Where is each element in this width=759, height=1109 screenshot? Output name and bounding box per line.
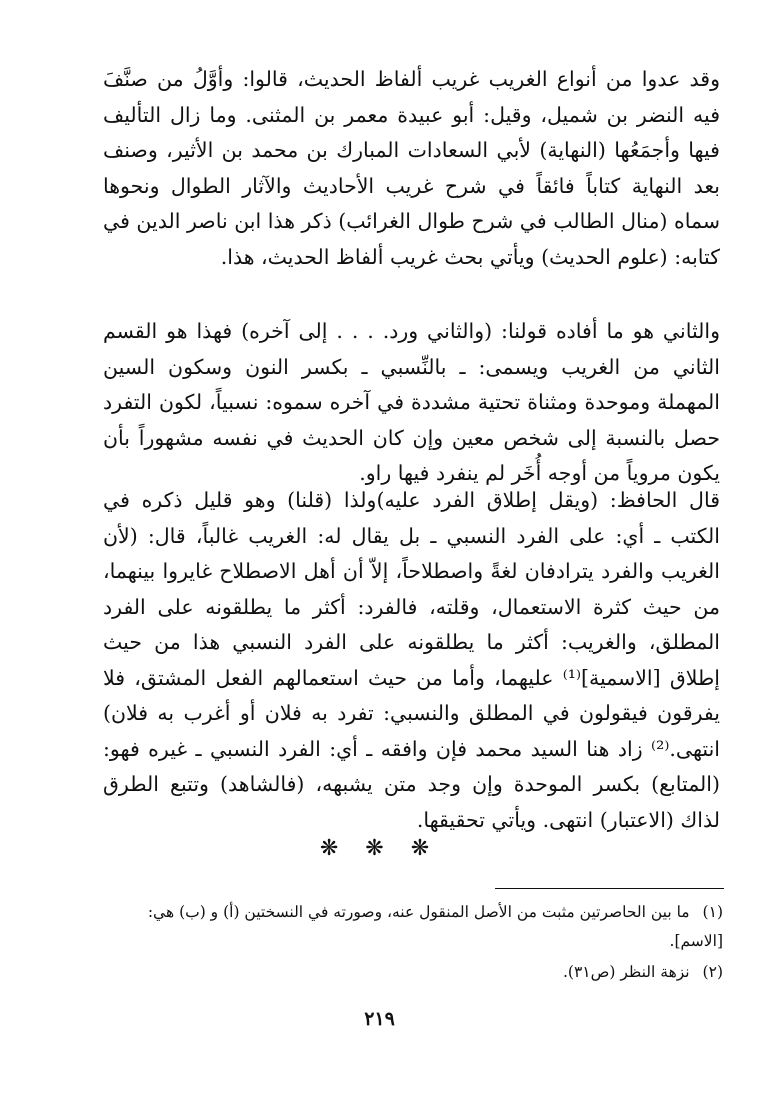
- body-paragraph-2: والثاني هو ما أفاده قولنا: (والثاني ورد. . . . إلى آخره) فهذا هو القسم الثاني من الغريب ويسمى: ـ بالنِّسبي ـ بكسر النون وسكون السين المهملة وموحدة ومثناة تحتية مشددة في آخره سموه: نسبياً، لكون التفرد حصل بالنسبة إلى شخص معين وإن كان الحديث في نفسه مشهوراً بأن يكون مروياً من أوجه أُخَر لم ينفرد فيها راو.: [103, 319, 720, 485]
- footnote-1-number: (١): [702, 903, 723, 921]
- footnote-divider-rule: [495, 888, 724, 889]
- footnote-2-text: نزهة النظر (ص٣١).: [563, 963, 690, 981]
- body-paragraph-3: قال الحافظ: (ويقل إطلاق الفرد عليه)ولذا (قلنا) وهو قليل ذكره في الكتب ـ أي: على الفرد النسبي ـ بل يقال له: الغريب غالباً، قال: (لأن الغريب والفرد يترادفان لغةً واصطلاحاً، إلاّ أن أهل الاصطلاح غايروا بينهما، من حيث كثرة الاستعمال، وقلته، فالفرد: أكثر ما يطلقونه على الفرد المطلق، والغريب: أكثر ما يطلقونه على الفرد النسبي هذا من حيث إطلاق [الاسمية]⁽¹⁾ عليهما، وأما من حيث استعمالهم الفعل المشتق، فلا يفرقون فيقولون في المطلق والنسبي: تفرد به فلان أو أغرب به فلان) انتهى.⁽²⁾ زاد هنا السيد محمد فإن وافقه ـ أي: الفرد النسبي ـ غيره فهو: (المتابع) بكسر الموحدة وإن وجد متن يشبهه، (فالشاهد) وتتبع الطرق لذاك (الاعتبار) انتهى. ويأتي تحقيقها.: [103, 488, 720, 832]
- section-separator-ornament: ❋ ❋ ❋: [319, 836, 440, 861]
- footnote-1-text: ما بين الحاصرتين مثبت من الأصل المنقول عنه، وصورته في النسختين (أ) و (ب) هي: [الاسم].: [147, 903, 723, 950]
- footnote-2: [103, 958, 723, 987]
- footnote-2-number: (٢): [702, 963, 723, 981]
- page-number: ٢١٩: [364, 1008, 395, 1030]
- body-paragraph-1: وقد عدوا من أنواع الغريب غريب ألفاظ الحديث، قالوا: وأوَّلُ من صنَّفَ فيه النضر بن شميل، وقيل: أبو عبيدة معمر بن المثنى. وما زال التأليف فيها وأجمَعُها (النهاية) لأبي السعادات المبارك بن محمد بن الأثير، وصنف بعد النهاية كتاباً فائقاً في شرح غريب الأحاديث والآثار الطوال ونحوها سماه (منال الطالب في شرح طوال الغرائب) ذكر هذا ابن ناصر الدين في كتابه: (علوم الحديث) ويأتي بحث غريب ألفاظ الحديث، هذا.: [103, 67, 720, 269]
- footnote-1: [103, 898, 723, 956]
